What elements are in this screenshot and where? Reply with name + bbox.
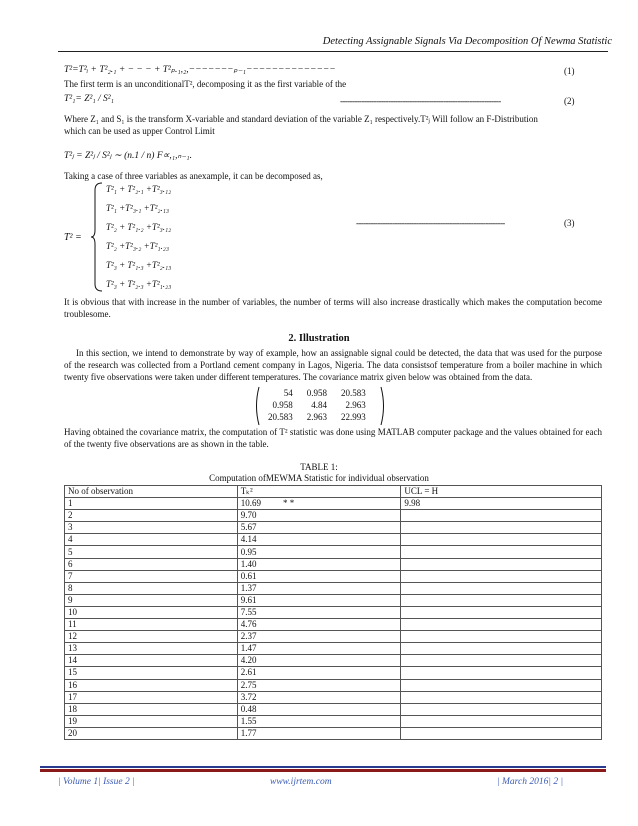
- t2-value: 9.70: [237, 510, 401, 522]
- ucl-cell: [401, 631, 602, 643]
- ucl-cell: [401, 606, 602, 618]
- footer-rule-red: [40, 769, 606, 772]
- matrix-cell: 2.963: [345, 400, 366, 410]
- observation-number: 18: [65, 703, 238, 715]
- ucl-cell: [401, 643, 602, 655]
- where-text-line1: Where Z₁ and S₁ is the transform X-variable and standard deviation of the variable Z₁ respectively.T²ⱼ Will follow an F-Distribution: [64, 114, 538, 124]
- ucl-cell: [401, 715, 602, 727]
- t2-value: 2.37: [237, 631, 401, 643]
- header-rule: [58, 51, 608, 52]
- t2-value: 1.37: [237, 582, 401, 594]
- t2-value: 4.20: [237, 655, 401, 667]
- table-header: No of observation: [65, 486, 238, 498]
- ucl-cell: [401, 582, 602, 594]
- table-row: [65, 558, 602, 570]
- matrix-cell: 2.963: [306, 412, 327, 422]
- table-row: [65, 534, 602, 546]
- table-row: [65, 715, 602, 727]
- t2-value: 10.69 * *: [237, 498, 401, 510]
- observation-number: 17: [65, 691, 238, 703]
- table-row: [65, 606, 602, 618]
- t2-value: 1.40: [237, 558, 401, 570]
- observation-number: 2: [65, 510, 238, 522]
- footer-website-link[interactable]: www.ijrtem.com: [270, 777, 332, 787]
- t2-value: 1.77: [237, 727, 401, 739]
- matrix-cell: 20.583: [341, 388, 366, 398]
- equation-2: T²₁= Z²₁ / S²₁: [64, 94, 114, 104]
- table-row: [65, 594, 602, 606]
- ucl-cell: [401, 679, 602, 691]
- covariance-matrix: [260, 386, 374, 424]
- t2-value: 5.67: [237, 522, 401, 534]
- observation-number: 4: [65, 534, 238, 546]
- paragraph-matrix: Having obtained the covariance matrix, the computation of T² statistic was done using MATLAB computer package and the values obtained for each of the twenty five observations are as shown in the table.: [64, 427, 602, 449]
- t2-value: 2.75: [237, 679, 401, 691]
- matrix-right-paren: [380, 386, 386, 426]
- observation-number: 14: [65, 655, 238, 667]
- equation-2-leader: -------------------------------------------------------------------: [340, 96, 501, 106]
- decomposition-term: T²₂ + T²₁.₂ +T²₃.₁₂: [106, 222, 172, 232]
- table-row: [65, 727, 602, 739]
- table-caption: Computation ofMEWMA Statistic for individual observation: [209, 473, 429, 483]
- observation-number: 7: [65, 570, 238, 582]
- ucl-cell: [401, 534, 602, 546]
- table-row: [65, 546, 602, 558]
- observation-number: 19: [65, 715, 238, 727]
- ucl-cell: [401, 667, 602, 679]
- ucl-cell: [401, 703, 602, 715]
- t2-value: 0.95: [237, 546, 401, 558]
- matrix-cell: 54: [283, 388, 293, 398]
- t2-value: 2.61: [237, 667, 401, 679]
- observation-number: 8: [65, 582, 238, 594]
- matrix-cell: 22.993: [341, 412, 366, 422]
- ucl-cell: [401, 570, 602, 582]
- table-header-row: [65, 486, 602, 498]
- decomposition-term: T²₁ +T²₃.₁ +T²₂.₁₃: [106, 203, 170, 213]
- t2-value: 9.61: [237, 594, 401, 606]
- equation-2-number: (2): [564, 96, 575, 106]
- matrix-cell: 0.958: [272, 400, 293, 410]
- observation-number: 11: [65, 619, 238, 631]
- ucl-cell: [401, 655, 602, 667]
- ucl-cell: [401, 727, 602, 739]
- matrix-cell: 4.84: [311, 400, 327, 410]
- table-row: [65, 643, 602, 655]
- observation-table: [64, 485, 602, 740]
- ucl-cell: [401, 522, 602, 534]
- t2-value: 3.72: [237, 691, 401, 703]
- ucl-value: 9.98: [401, 498, 602, 510]
- ucl-cell: [401, 558, 602, 570]
- paragraph-obvious: It is obvious that with increase in the number of variables, the number of terms will also increase drastically which makes the computation become troublesome.: [64, 297, 602, 319]
- t2-value: 0.61: [237, 570, 401, 582]
- table-row: [65, 703, 602, 715]
- left-brace: [90, 182, 104, 292]
- footer-rule-blue: [40, 766, 606, 768]
- table-row: [65, 570, 602, 582]
- observation-number: 1: [65, 498, 238, 510]
- footer-date-page: | March 2016| 2 |: [497, 777, 564, 787]
- ucl-cell: [401, 594, 602, 606]
- decomposition-term: T²₂ +T²₃.₂ +T²₁.₂₃: [106, 241, 170, 251]
- matrix-left-paren: [254, 386, 260, 426]
- decomposition-term: T²₃ + T²₂.₃ +T²₁.₂₃: [106, 279, 172, 289]
- table-header: Tₖ²: [237, 486, 401, 498]
- equation-3-number: (3): [564, 218, 575, 228]
- ucl-cell: [401, 546, 602, 558]
- table-row: [65, 510, 602, 522]
- observation-number: 3: [65, 522, 238, 534]
- table-row: [65, 667, 602, 679]
- t2-value: 1.55: [237, 715, 401, 727]
- table-row: [65, 582, 602, 594]
- signal-flag: * *: [282, 498, 295, 509]
- t2-value: 4.14: [237, 534, 401, 546]
- observation-number: 16: [65, 679, 238, 691]
- running-header: Detecting Assignable Signals Via Decomposition Of Newma Statistic: [322, 36, 612, 47]
- ucl-cell: [401, 691, 602, 703]
- decomposition-list: [106, 180, 171, 294]
- observation-number: 9: [65, 594, 238, 606]
- matrix-cell: 0.958: [306, 388, 327, 398]
- equation-1: T²=T²ᵢ + T²₂.₁ + − − − + T²ₚ.₁,₂,−−−−−−−ₚ₋₁−−−−−−−−−−−−−−: [64, 65, 336, 75]
- where-text-line2: which can be used as upper Control Limit: [64, 126, 215, 136]
- f-distribution-equation: T²ⱼ = Z²ⱼ / S²ⱼ ∼ (n.1 / n) F∝,₁,ₙ₋₁.: [64, 151, 192, 161]
- paragraph-illustration: In this section, we intend to demonstrate by way of example, how an assignable signal could be detected, the data that was used for the purpose of the research was collected from a Portland cement company in Lagos, Nigeria. The data consistsof temperature from a boiler machine in which twenty five observations were taken under different temperatures. The covariance matrix given below was obtained from the data.: [64, 348, 602, 382]
- observation-number: 10: [65, 606, 238, 618]
- observation-number: 20: [65, 727, 238, 739]
- ucl-cell: [401, 619, 602, 631]
- matrix-cell: 20.583: [268, 412, 293, 422]
- table-row: [65, 522, 602, 534]
- t2-value: 1.47: [237, 643, 401, 655]
- table-row: [65, 631, 602, 643]
- ucl-cell: [401, 510, 602, 522]
- observation-number: 15: [65, 667, 238, 679]
- table-row: [65, 691, 602, 703]
- footer-volume: | Volume 1| Issue 2 |: [58, 777, 135, 787]
- table-row: [65, 655, 602, 667]
- t2-value: 0.48: [237, 703, 401, 715]
- equation-1-number: (1): [564, 66, 575, 76]
- three-variables-text: Taking a case of three variables as anexample, it can be decomposed as,: [64, 171, 323, 181]
- observation-number: 5: [65, 546, 238, 558]
- section-heading: 2. Illustration: [288, 333, 350, 344]
- table-row: [65, 498, 602, 510]
- observation-number: 13: [65, 643, 238, 655]
- first-term-text: The first term is an unconditionalT², decomposing it as the first variable of the: [64, 79, 347, 89]
- table-row: [65, 619, 602, 631]
- t-squared-label: T² =: [64, 232, 82, 243]
- decomposition-term: T²₁ + T²₂.₁ +T²₃.₁₂: [106, 184, 172, 194]
- equation-3-leader: --------------------------------------------------------------: [356, 218, 505, 228]
- table-row: [65, 679, 602, 691]
- observation-number: 6: [65, 558, 238, 570]
- table-header: UCL = H: [401, 486, 602, 498]
- t2-value: 4.76: [237, 619, 401, 631]
- decomposition-term: T²₃ + T²₁.₃ +T²₂.₁₃: [106, 260, 172, 270]
- t2-value: 7.55: [237, 606, 401, 618]
- observation-number: 12: [65, 631, 238, 643]
- table-label: TABLE 1:: [300, 462, 338, 472]
